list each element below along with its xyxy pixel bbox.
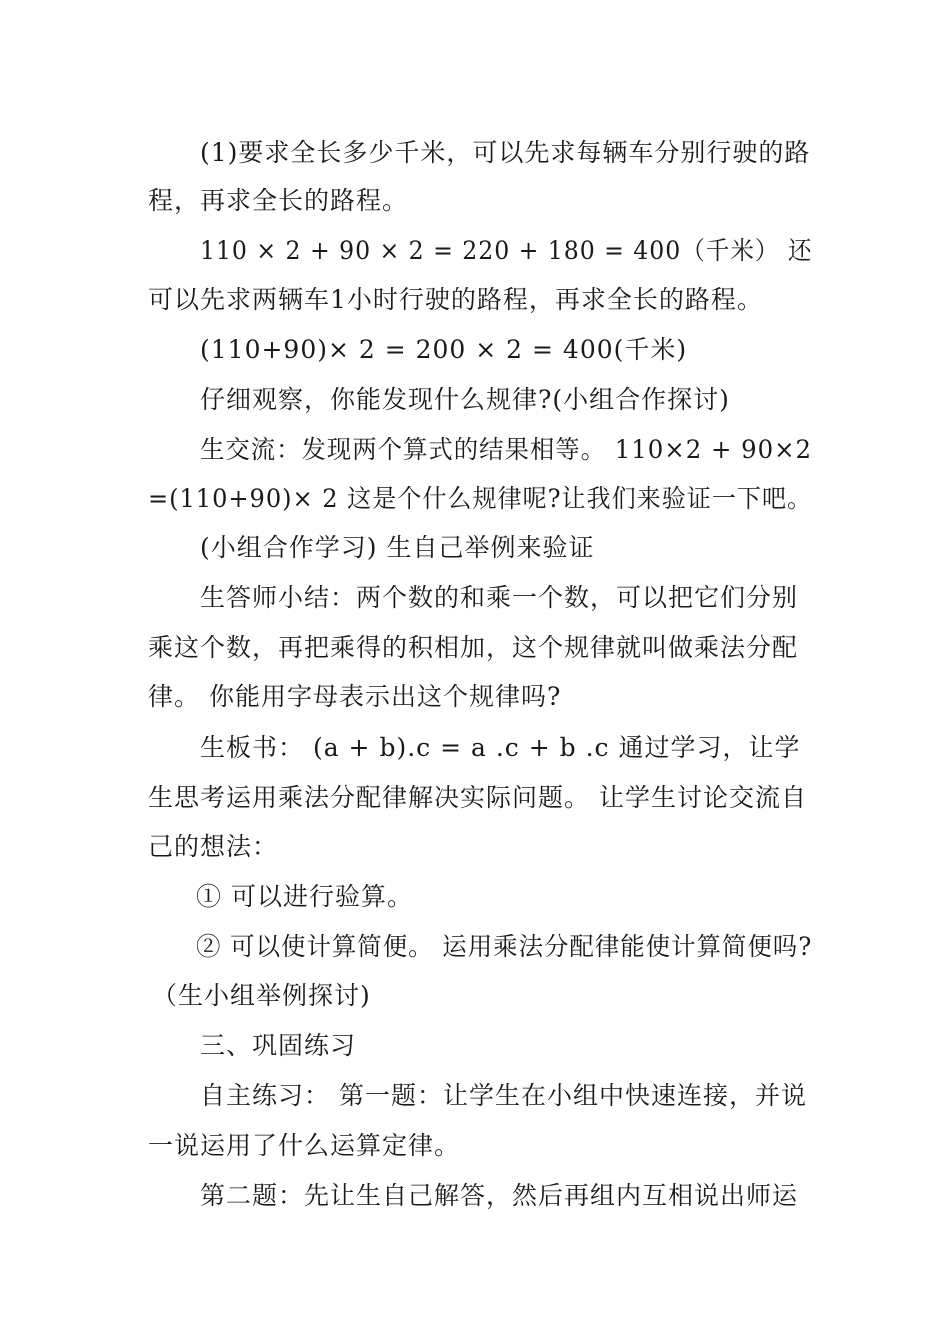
text-line: (110+90)× 2 = 200 × 2 = 400(千米) (200, 335, 688, 364)
text-line: (小组合作学习) 生自己举例来验证 (200, 533, 595, 562)
text-line: (1)要求全长多少千米，可以先求每辆车分别行驶的路 (200, 138, 811, 167)
text-line: 一说运用了什么运算定律。 (148, 1131, 461, 1160)
text-line: 自主练习： 第一题：让学生在小组中快速连接，并说 (200, 1081, 807, 1110)
text-line: 生思考运用乘法分配律解决实际问题。 让学生讨论交流自 (148, 783, 807, 812)
text-line: 律。 你能用字母表示出这个规律吗? (148, 682, 562, 711)
text-line: 第二题：先让生自己解答，然后再组内互相说出师运 (200, 1181, 799, 1210)
text-line: 生板书： (a + b).c = a .c + b .c 通过学习，让学 (200, 733, 801, 762)
text-line: 己的想法： (148, 832, 279, 861)
text-line: =(110+90)× 2 这是个什么规律呢?让我们来验证一下吧。 (148, 484, 813, 513)
text-line: 仔细观察，你能发现什么规律?(小组合作探讨) (200, 385, 730, 414)
text-line: 生答师小结：两个数的和乘一个数，可以把它们分别 (200, 583, 799, 612)
text-line: （生小组举例探讨) (152, 981, 371, 1010)
text-line: 可以先求两辆车1小时行驶的路程，再求全长的路程。 (148, 285, 763, 314)
text-line: ① 可以进行验算。 (196, 882, 413, 911)
section-heading: 三、巩固练习 (200, 1031, 357, 1060)
text-line: ② 可以使计算简便。 运用乘法分配律能使计算简便吗? (196, 932, 813, 961)
text-line: 程，再求全长的路程。 (148, 186, 409, 215)
text-line: 110 × 2 + 90 × 2 = 220 + 180 = 400（千米） 还 (200, 236, 813, 265)
text-line: 乘这个数，再把乘得的积相加，这个规律就叫做乘法分配 (148, 633, 799, 662)
text-line: 生交流：发现两个算式的结果相等。 110×2 + 90×2 (200, 435, 813, 464)
